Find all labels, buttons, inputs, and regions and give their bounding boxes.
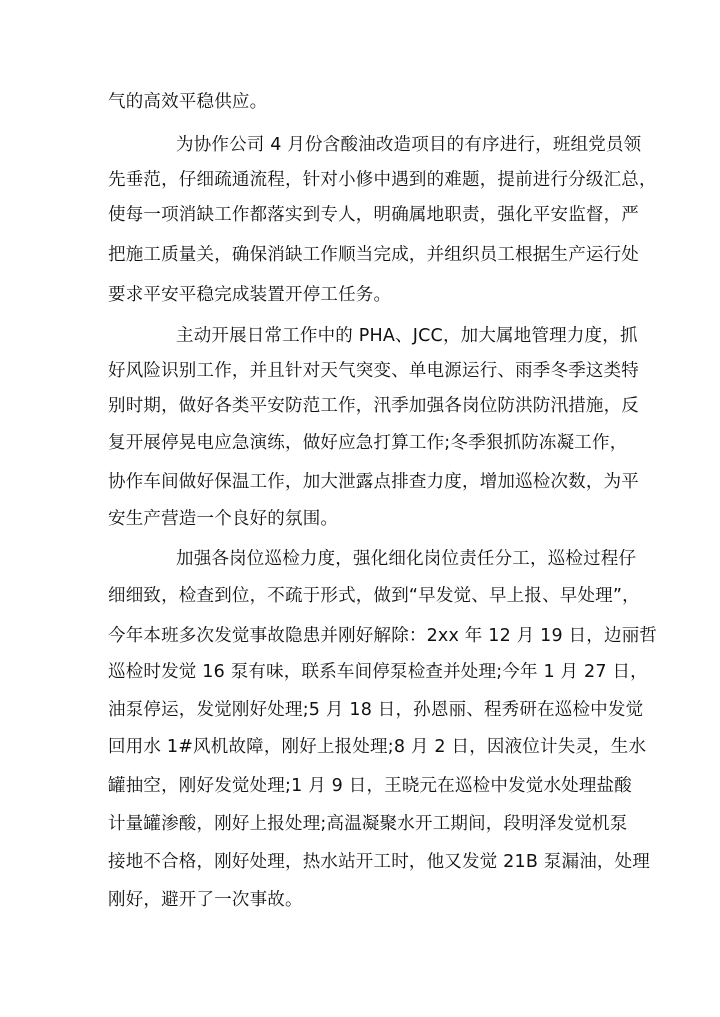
text-line: 细细致，检查到位，不疏于形式，做到“早发觉、早上报、早处理”， <box>108 586 640 606</box>
text-line: 别时期，做好各类平安防范工作，汛季加强各岗位防洪防汛措施，反 <box>108 396 639 416</box>
text-line: 使每一项消缺工作都落实到专人，明确属地职责，强化平安监督，严 <box>108 205 639 225</box>
text-line: 接地不合格，刚好处理，热水站开工时，他又发觉 21B 泵漏油，处理 <box>108 852 650 872</box>
text-line: 今年本班多次发觉事故隐患并刚好解除：2xx 年 12 月 19 日，边丽哲 <box>108 626 658 646</box>
text-line: 计量罐渗酸，刚好上报处理;高温凝聚水开工期间，段明泽发觉机泵 <box>108 814 628 834</box>
text-line: 要求平安平稳完成装置开停工任务。 <box>108 285 392 305</box>
paragraph-first-line: 加强各岗位巡检力度，强化细化岗位责任分工，巡检过程仔 <box>176 549 637 569</box>
text-line: 好风险识别工作，并且针对天气突变、单电源运行、雨季冬季这类特 <box>108 361 639 381</box>
paragraph-first-line: 主动开展日常工作中的 PHA、JCC，加大属地管理力度，抓 <box>176 326 638 346</box>
text-line: 刚好，避开了一次事故。 <box>108 890 303 910</box>
text-line: 气的高效平稳供应。 <box>108 92 268 112</box>
text-line: 安生产营造一个良好的氛围。 <box>108 509 339 529</box>
text-line: 油泵停运，发觉刚好处理;5 月 18 日，孙恩丽、程秀研在巡检中发觉 <box>108 700 644 720</box>
text-line: 回用水 1#风机故障，刚好上报处理;8 月 2 日，因液位计失灵，生水 <box>108 737 647 757</box>
paragraph-first-line: 为协作公司 4 月份含酸油改造项目的有序进行，班组党员领 <box>176 135 642 155</box>
text-line: 协作车间做好保温工作，加大泄露点排查力度，增加巡检次数，为平 <box>108 472 639 492</box>
text-line: 把施工质量关，确保消缺工作顺当完成，并组织员工根据生产运行处 <box>108 245 639 265</box>
text-line: 先垂范，仔细疏通流程，针对小修中遇到的难题，提前进行分级汇总， <box>108 170 657 190</box>
text-line: 巡检时发觉 16 泵有味，联系车间停泵检查并处理;今年 1 月 27 日， <box>108 662 648 682</box>
text-line: 复开展停晃电应急演练，做好应急打算工作;冬季狠抓防冻凝工作， <box>108 433 628 453</box>
text-line: 罐抽空，刚好发觉处理;1 月 9 日，王晓元在巡检中发觉水处理盐酸 <box>108 776 632 796</box>
